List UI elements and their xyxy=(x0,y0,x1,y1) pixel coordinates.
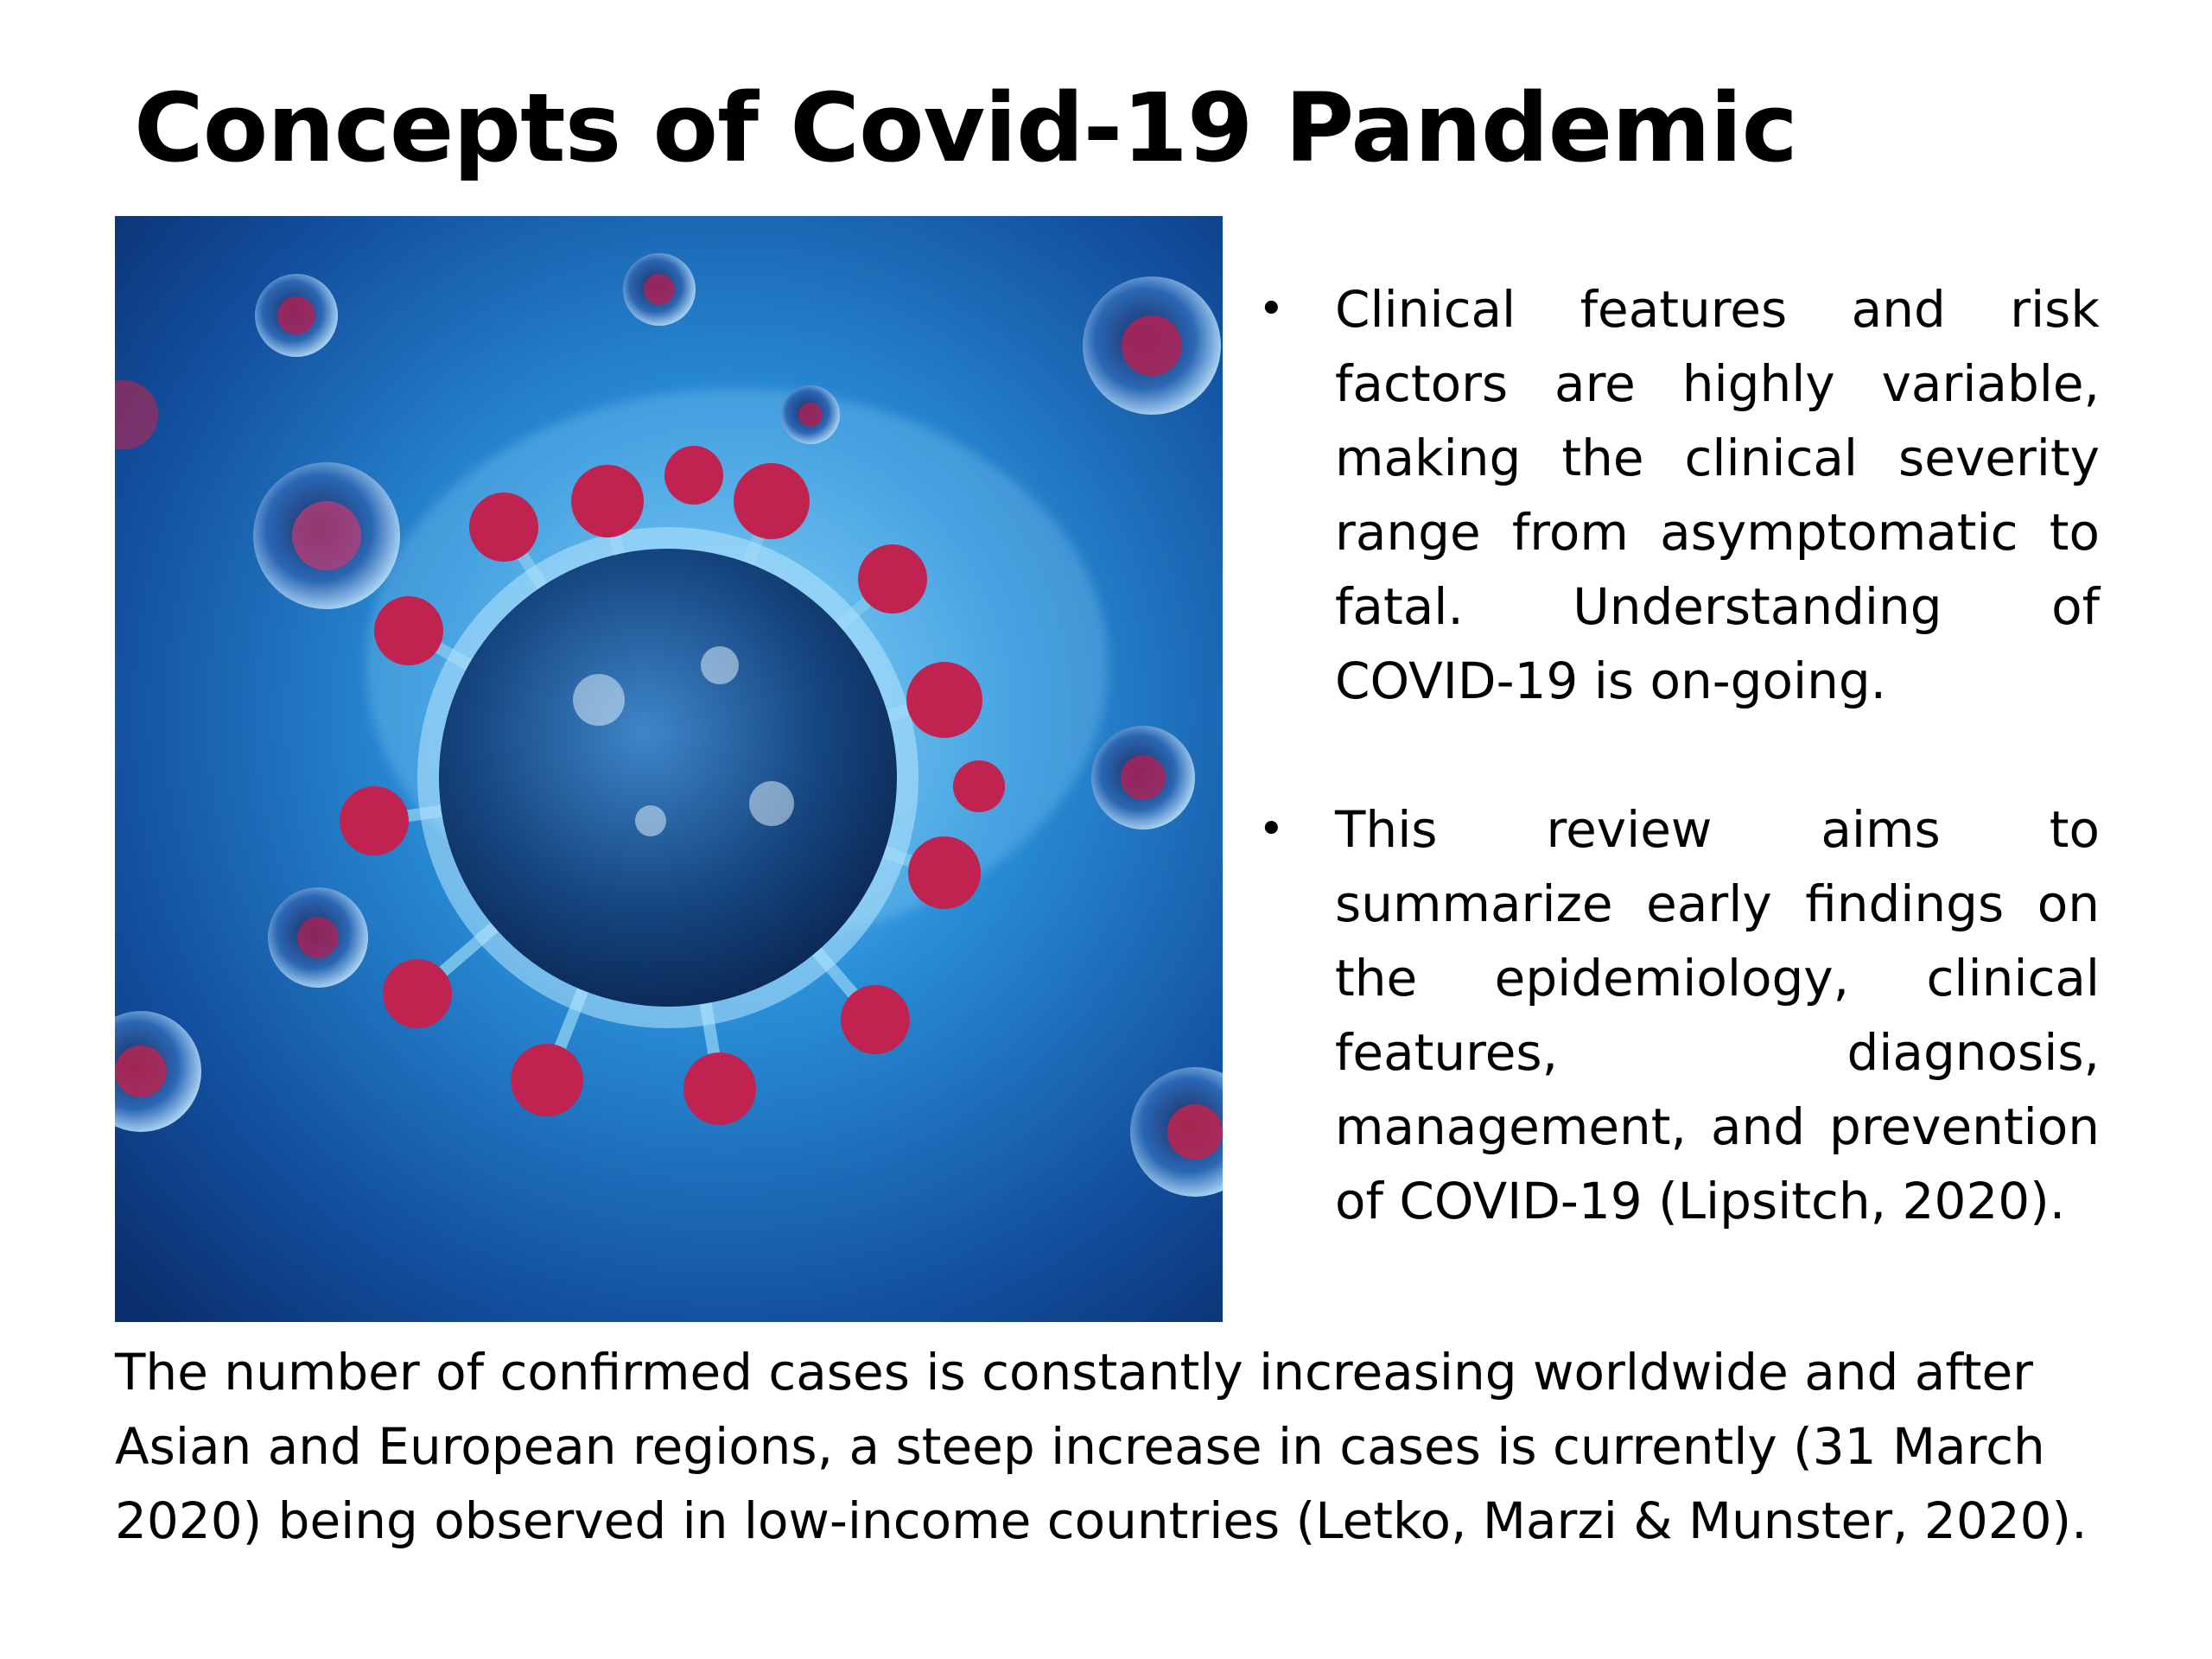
list-item xyxy=(1236,272,2100,718)
bullet-marker: • xyxy=(1258,283,1285,335)
bullet-text: This review aims to summarize early findings on the epidemiology, clinical features, diagnosis, management, and prevention of COVID-19 (Lipsitch, 2020). xyxy=(1335,800,2100,1230)
bullet-text: Clinical features and risk factors are highly variable, making the clinical severity range from asymptomatic to fatal. Understanding of COVID-19 is on-going. xyxy=(1335,280,2100,710)
bullet-list xyxy=(1236,272,2100,1313)
slide-title: Concepts of Covid-19 Pandemic xyxy=(134,73,1797,183)
coronavirus-illustration xyxy=(115,216,1223,1322)
list-item xyxy=(1236,792,2100,1238)
footer-paragraph: The number of confirmed cases is constantly increasing worldwide and after Asian and European regions, a steep increase in cases is currently (31 March 2020) being observed in low-income countries (Letko, Marzi & Munster, 2020). xyxy=(115,1343,2088,1550)
bullet-marker: • xyxy=(1258,804,1285,855)
